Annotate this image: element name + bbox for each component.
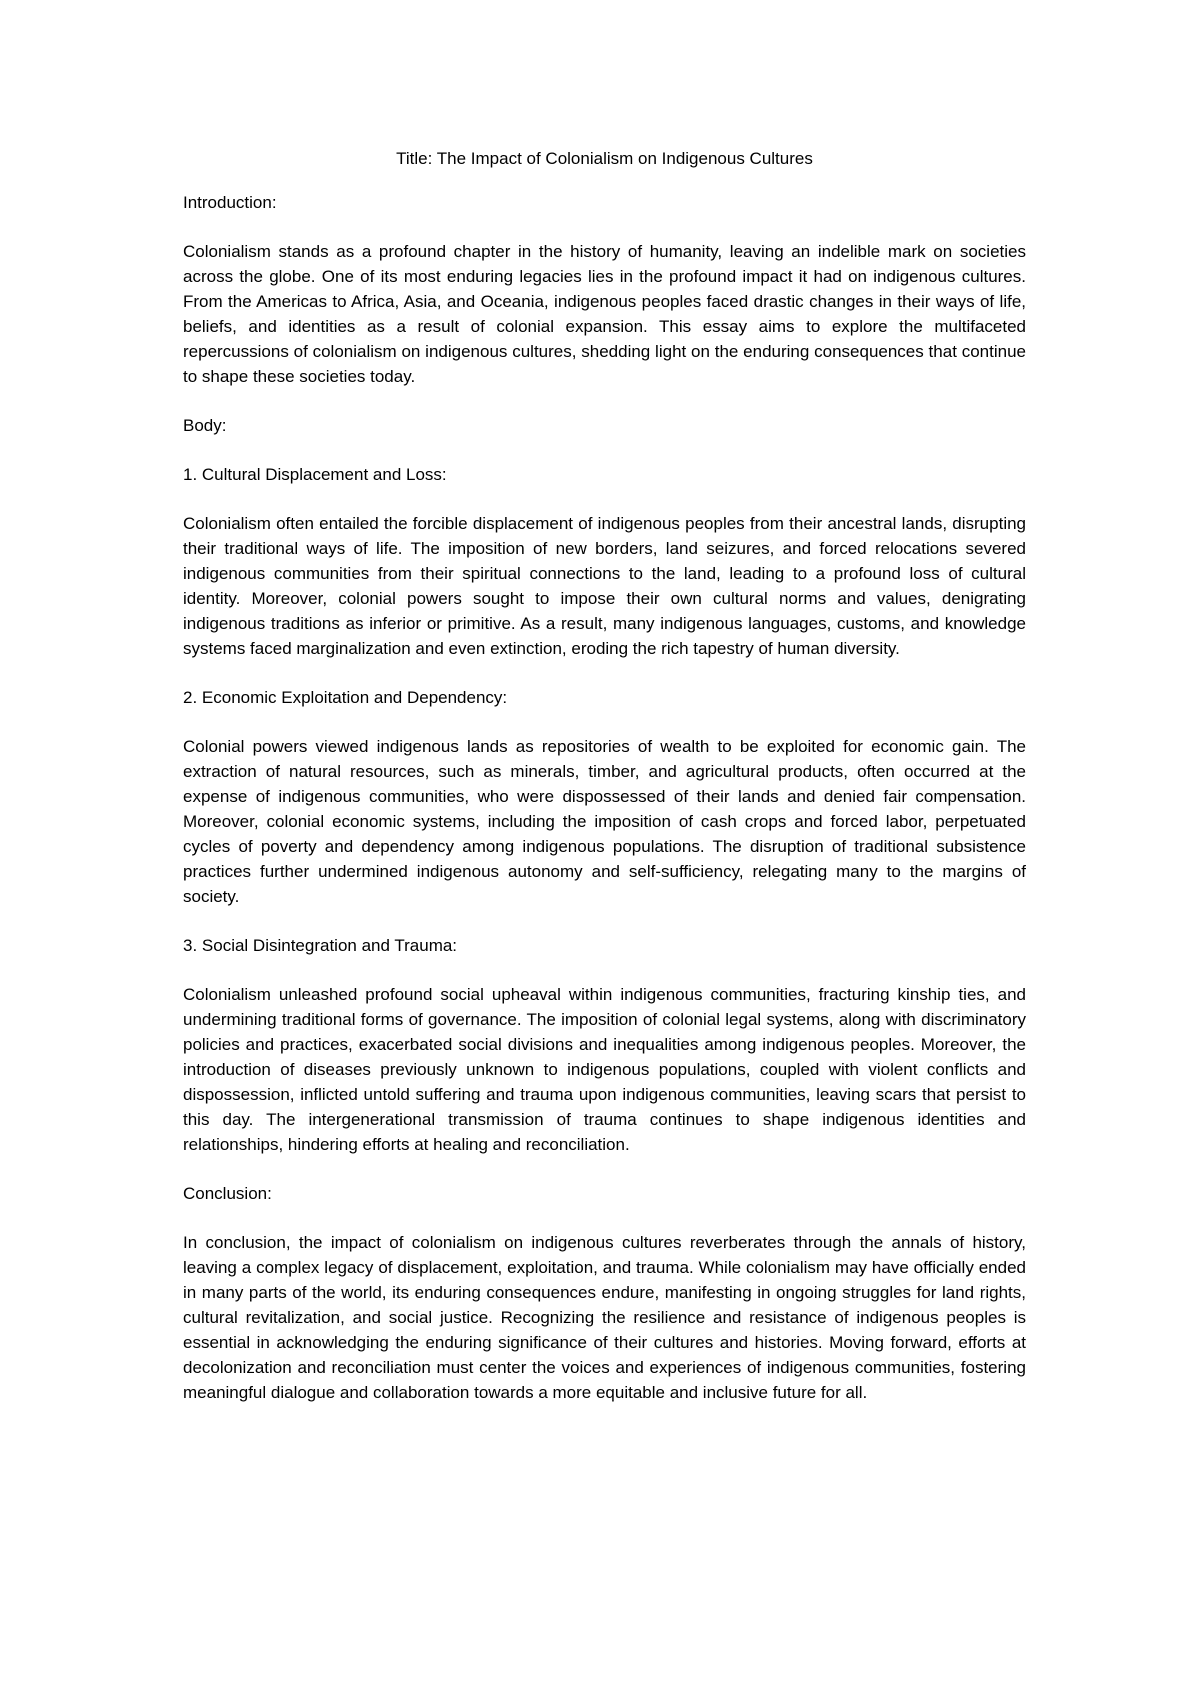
introduction-heading: Introduction: — [183, 193, 277, 212]
conclusion-heading: Conclusion: — [183, 1184, 272, 1203]
conclusion-paragraph: In conclusion, the impact of colonialism on indigenous cultures reverberates through the annals of history, leaving a complex legacy of displacement, exploitation, and trauma. While colonialism may have officially ended in many parts of the world, its enduring consequences endure, manifesting in ongoing struggles for land rights, cultural revitalization, and social justice. Recognizing the resilience and resistance of indigenous peoples is essential in acknowledging the enduring significance of their cultures and histories. Moving forward, efforts at decolonization and reconciliation must center the voices and experiences of indigenous communities, fostering meaningful dialogue and collaboration towards a more equitable and inclusive future for all. — [183, 1233, 1026, 1402]
body-heading: Body: — [183, 416, 227, 435]
section-3-heading: 3. Social Disintegration and Trauma: — [183, 936, 458, 955]
introduction-paragraph: Colonialism stands as a profound chapter in the history of humanity, leaving an indelible mark on societies across the globe. One of its most enduring legacies lies in the profound impact it had on indigenous cultures. From the Americas to Africa, Asia, and Oceania, indigenous peoples faced drastic changes in their ways of life, beliefs, and identities as a result of colonial expansion. This essay aims to explore the multifaceted repercussions of colonialism on indigenous cultures, shedding light on the enduring consequences that continue to shape these societies today. — [183, 242, 1026, 386]
document-page — [183, 146, 1026, 1405]
section-1-paragraph: Colonialism often entailed the forcible displacement of indigenous peoples from their ancestral lands, disrupting their traditional ways of life. The imposition of new borders, land seizures, and forced relocations severed indigenous communities from their spiritual connections to the land, leading to a profound loss of cultural identity. Moreover, colonial powers sought to impose their own cultural norms and values, denigrating indigenous traditions as inferior or primitive. As a result, many indigenous languages, customs, and knowledge systems faced marginalization and even extinction, eroding the rich tapestry of human diversity. — [183, 514, 1026, 658]
section-2-heading: 2. Economic Exploitation and Dependency: — [183, 688, 508, 707]
section-2-paragraph: Colonial powers viewed indigenous lands as repositories of wealth to be exploited for economic gain. The extraction of natural resources, such as minerals, timber, and agricultural products, often occurred at the expense of indigenous communities, who were dispossessed of their lands and denied fair compensation. Moreover, colonial economic systems, including the imposition of cash crops and forced labor, perpetuated cycles of poverty and dependency among indigenous populations. The disruption of traditional subsistence practices further undermined indigenous autonomy and self-sufficiency, relegating many to the margins of society. — [183, 737, 1026, 906]
section-3-paragraph: Colonialism unleashed profound social upheaval within indigenous communities, fracturing kinship ties, and undermining traditional forms of governance. The imposition of colonial legal systems, along with discriminatory policies and practices, exacerbated social divisions and inequalities among indigenous peoples. Moreover, the introduction of diseases previously unknown to indigenous populations, coupled with violent conflicts and dispossession, inflicted untold suffering and trauma upon indigenous communities, leaving scars that persist to this day. The intergenerational transmission of trauma continues to shape indigenous identities and relationships, hindering efforts at healing and reconciliation. — [183, 985, 1026, 1154]
section-1-heading: 1. Cultural Displacement and Loss: — [183, 465, 447, 484]
document-title: Title: The Impact of Colonialism on Indigenous Cultures — [396, 149, 813, 168]
